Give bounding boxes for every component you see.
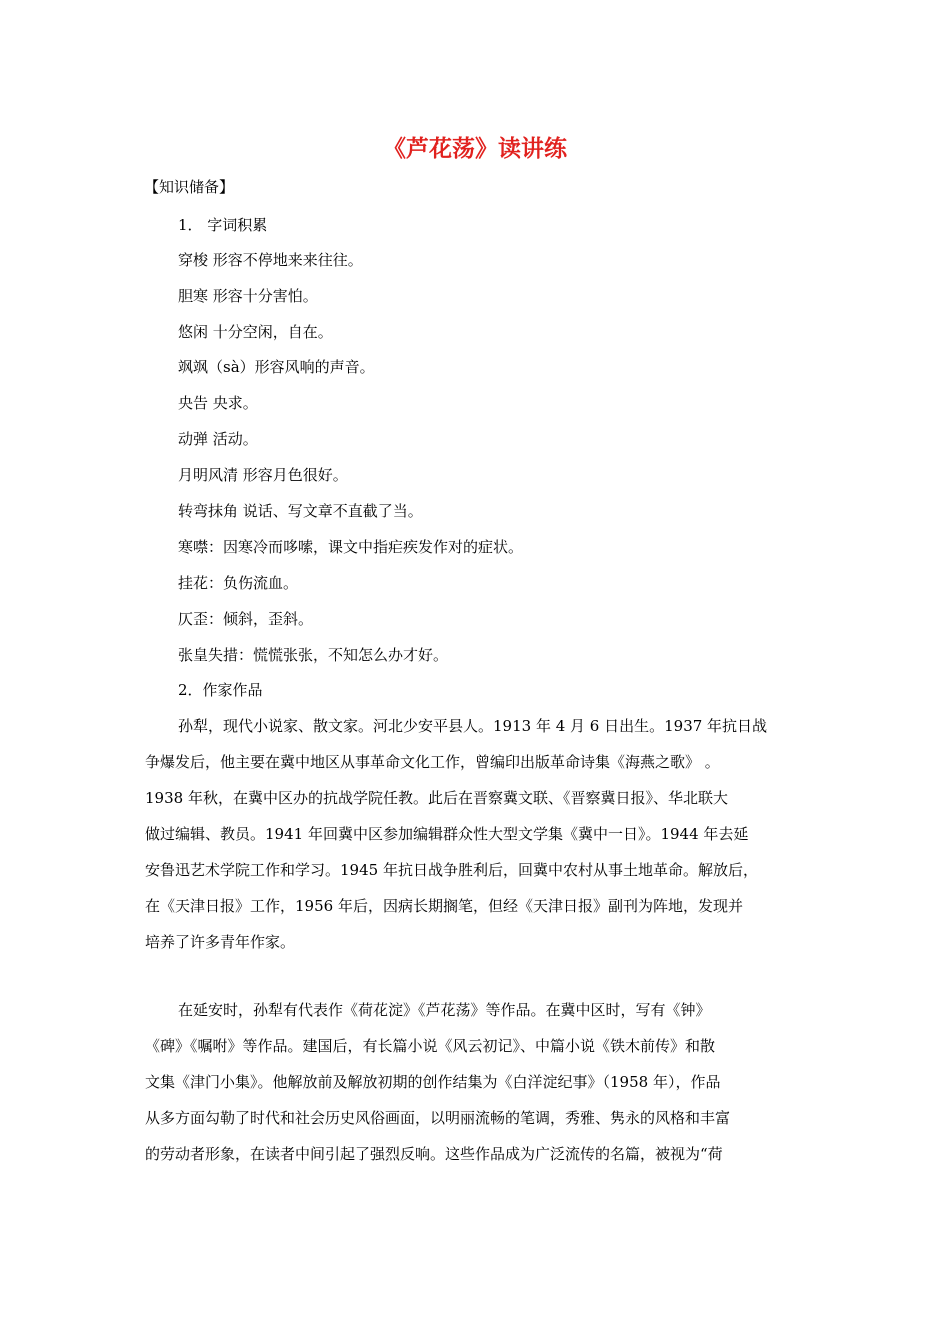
vocab-item: 飒飒（sà）形容风响的声音。 (178, 358, 375, 376)
vocab-item: 转弯抹角 说话、写文章不直截了当。 (178, 502, 423, 520)
works-paragraph (145, 992, 810, 1172)
vocab-item: 张皇失措：慌慌张张，不知怎么办才好。 (178, 646, 449, 664)
author-bio-paragraph (145, 708, 810, 960)
paragraph-line: 在延安时，孙犁有代表作《荷花淀》《芦花荡》等作品。在冀中区时，写有《钟》 (178, 1001, 711, 1019)
subheading-vocabulary: 1． 字词积累 (178, 216, 268, 234)
paragraph-line: 争爆发后，他主要在冀中地区从事革命文化工作，曾编印出版革命诗集《海燕之歌》 。 (145, 753, 720, 771)
paragraph-line: 文集《津门小集》。他解放前及解放初期的创作结集为《白洋淀纪事》（1958 年），作品 (145, 1073, 721, 1091)
paragraph-line: 孙犁，现代小说家、散文家。河北少安平县人。1913 年 4 月 6 日出生。1937 年抗日战 (178, 717, 768, 735)
vocab-item: 月明风清 形容月色很好。 (178, 466, 348, 484)
vocab-item: 央告 央求。 (178, 394, 258, 412)
section-heading: 【知识储备】 (144, 178, 235, 196)
subheading-author-works: 2．作家作品 (178, 681, 263, 699)
vocab-item: 悠闲 十分空闲，自在。 (178, 323, 333, 341)
vocab-item: 挂花：负伤流血。 (178, 574, 299, 592)
paragraph-line: 《碑》《嘱咐》等作品。建国后，有长篇小说《风云初记》、中篇小说《铁木前传》和散 (145, 1037, 716, 1055)
paragraph-line: 1938 年秋，在冀中区办的抗战学院任教。此后在晋察冀文联、《晋察冀日报》、华北联大 (145, 789, 728, 807)
paragraph-line: 做过编辑、教员。1941 年回冀中区参加编辑群众性大型文学集《冀中一日》。1944 年去延 (145, 825, 749, 843)
paragraph-line: 安鲁迅艺术学院工作和学习。1945 年抗日战争胜利后，回冀中农村从事土地革命。解放后， (145, 861, 758, 879)
vocab-item: 寒噤：因寒冷而哆嗦，课文中指疟疾发作对的症状。 (178, 538, 524, 556)
vocab-item: 仄歪：倾斜，歪斜。 (178, 610, 314, 628)
paragraph-line: 在《天津日报》工作，1956 年后，因病长期搁笔，但经《天津日报》副刊为阵地，发现并 (145, 897, 743, 915)
vocab-item: 动弹 活动。 (178, 430, 258, 448)
paragraph-line: 从多方面勾勒了时代和社会历史风俗画面，以明丽流畅的笔调，秀雅、隽永的风格和丰富 (145, 1109, 731, 1127)
paragraph-line: 培养了许多青年作家。 (145, 933, 296, 951)
vocab-item: 穿梭 形容不停地来来往往。 (178, 251, 363, 269)
vocab-item: 胆寒 形容十分害怕。 (178, 287, 318, 305)
paragraph-line: 的劳动者形象，在读者中间引起了强烈反响。这些作品成为广泛流传的名篇，被视为“荷 (145, 1145, 723, 1163)
page-title: 《芦花荡》读讲练 (383, 136, 567, 162)
